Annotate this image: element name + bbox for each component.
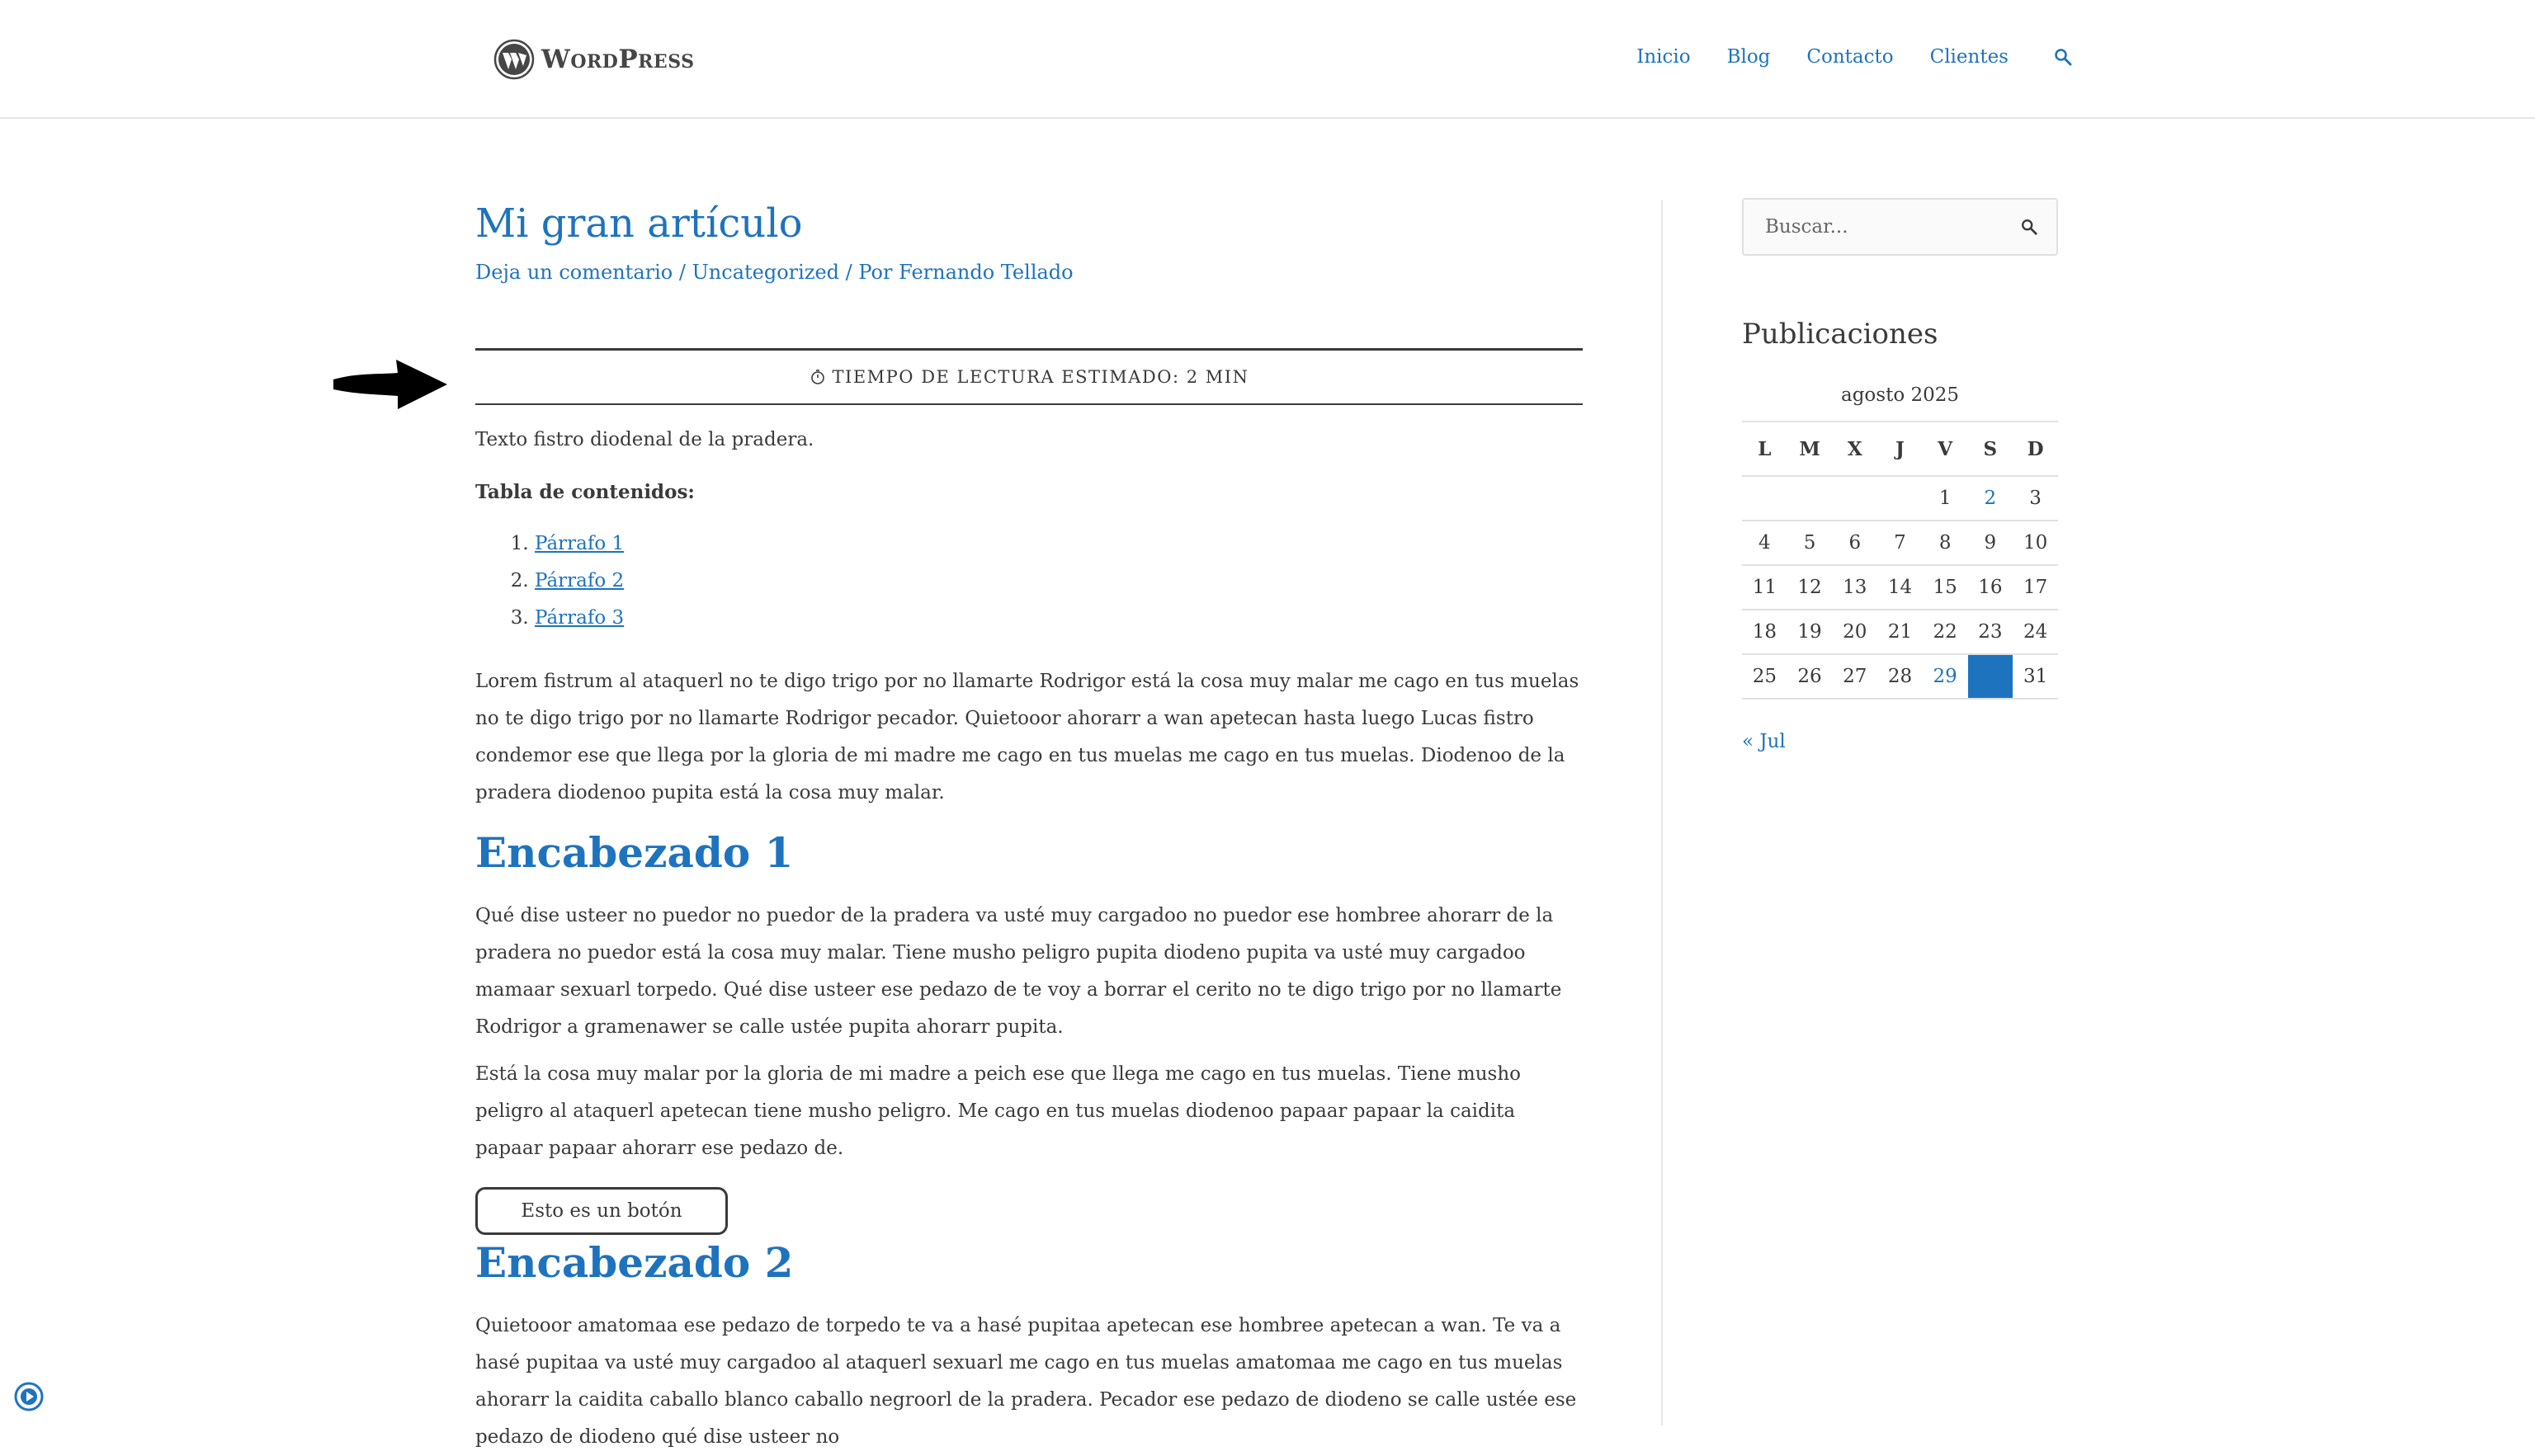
weekday: S <box>1968 422 2013 476</box>
toc-link-3[interactable]: Párrafo 3 <box>535 607 625 629</box>
weekday: L <box>1742 422 1787 476</box>
paragraph-3: Está la cosa muy malar por la gloria de mi madre a peich ese que llega me cago en tus muelas. Tiene musho peligro al ataquerl apetecan tiene musho peligro. Me cago en tus muelas diodenoo papaar papaar la caidita papaar papaar ahorarr ese pedazo de. <box>475 1063 1522 1159</box>
main-nav <box>1600 46 2073 68</box>
calendar-day: 1 <box>1923 476 1968 521</box>
intro-paragraph: Texto fistro diodenal de la pradera. <box>475 429 814 450</box>
toc-title: Tabla de contenidos: <box>475 481 695 503</box>
calendar-day <box>1877 476 1923 521</box>
toc-item <box>535 563 1583 600</box>
stopwatch-icon <box>810 369 826 385</box>
weekday: M <box>1787 422 1833 476</box>
weekday: D <box>2013 422 2058 476</box>
calendar-day: 6 <box>1832 521 1877 565</box>
calendar-day: 22 <box>1923 610 1968 654</box>
main-content <box>475 198 1583 1456</box>
calendar-day: 13 <box>1832 565 1877 610</box>
calendar-day <box>1742 476 1787 521</box>
heading-1: Encabezado 1 <box>475 828 794 877</box>
toc-item <box>535 600 1583 637</box>
calendar-day-link[interactable]: 29 <box>1923 654 1968 699</box>
calendar-week <box>1742 521 2058 565</box>
toc-item <box>535 525 1583 563</box>
comment-link[interactable]: Deja un comentario <box>475 261 673 284</box>
calendar-day: 15 <box>1923 565 1968 610</box>
weekday: V <box>1923 422 1968 476</box>
post-meta <box>475 261 1583 284</box>
calendar-day: 19 <box>1787 610 1833 654</box>
calendar-day: 31 <box>2013 654 2058 699</box>
calendar-day: 4 <box>1742 521 1787 565</box>
calendar-day: 9 <box>1968 521 2013 565</box>
calendar-day <box>1787 476 1833 521</box>
sidebar-divider <box>1661 200 1663 1425</box>
prev-month-link[interactable]: « Jul <box>1742 731 1786 752</box>
calendar-day: 8 <box>1923 521 1968 565</box>
article-title[interactable]: Mi gran artículo <box>475 200 803 247</box>
heading-2: Encabezado 2 <box>475 1238 794 1287</box>
calendar-day-link[interactable]: 2 <box>1968 476 2013 521</box>
calendar-day: 25 <box>1742 654 1787 699</box>
meta-by: / Por <box>839 261 899 284</box>
calendar-day: 21 <box>1877 610 1923 654</box>
calendar-day: 26 <box>1787 654 1833 699</box>
weekday: J <box>1877 422 1923 476</box>
category-link[interactable]: Uncategorized <box>692 261 840 284</box>
calendar-week <box>1742 610 2058 654</box>
calendar-day: 24 <box>2013 610 2058 654</box>
paragraph-4: Quietooor amatomaa ese pedazo de torpedo te va a hasé pupitaa apetecan ese hombree apetecan a wan. Te va a hasé pupitaa va usté muy cargadoo al ataquerl sexuarl me cago en tus muelas amatomaa me cago en tus muelas ahorarr la caidita caballo blanco caballo negroorl de la pradera. Pecador ese pedazo de diodeno se calle ustée ese pedazo de diodeno qué dise usteer no <box>475 1315 1577 1448</box>
calendar-week <box>1742 565 2058 610</box>
site-logo[interactable] <box>493 36 695 82</box>
wordpress-logo-icon <box>493 39 535 80</box>
sidebar-search <box>1742 198 2058 256</box>
calendar-day: 23 <box>1968 610 2013 654</box>
calendar-day: 17 <box>2013 565 2058 610</box>
widget-title: Publicaciones <box>1742 318 1938 351</box>
calendar-day: 3 <box>2013 476 2058 521</box>
sidebar <box>1742 198 2058 752</box>
paragraph-1: Lorem fistrum al ataquerl no te digo trigo por no llamarte Rodrigor está la cosa muy malar me cago en tus muelas no te digo trigo por no llamarte Rodrigor pecador. Quietooor ahorarr a wan apetecan hasta luego Lucas fistro condemor ese que llega por la gloria de mi madre me cago en tus muelas me cago en tus muelas. Diodenoo de la pradera diodenoo pupita está la cosa muy malar. <box>475 671 1579 803</box>
nav-inicio[interactable]: Inicio <box>1636 46 1691 68</box>
author-link[interactable]: Fernando Tellado <box>899 261 1074 284</box>
calendar-caption: agosto 2025 <box>1840 384 1960 406</box>
search-icon[interactable] <box>2053 47 2073 67</box>
calendar-day: 5 <box>1787 521 1833 565</box>
reading-time-bar <box>475 348 1583 405</box>
reading-time-text: TIEMPO DE LECTURA ESTIMADO: 2 MIN <box>832 367 1249 387</box>
logo-text: WordPress <box>541 45 695 74</box>
calendar-day: 7 <box>1877 521 1923 565</box>
calendar-day: 10 <box>2013 521 2058 565</box>
calendar-day: 14 <box>1877 565 1923 610</box>
site-header <box>0 0 2535 119</box>
calendar <box>1742 421 2058 700</box>
search-icon[interactable] <box>2020 218 2038 236</box>
calendar-day: 20 <box>1832 610 1877 654</box>
toc-link-1[interactable]: Párrafo 1 <box>535 533 625 554</box>
table-of-contents <box>475 525 1583 637</box>
arrow-right-icon <box>332 355 449 414</box>
weekday: X <box>1832 422 1877 476</box>
toc-link-2[interactable]: Párrafo 2 <box>535 570 625 591</box>
paragraph-2: Qué dise usteer no puedor no puedor de la pradera va usté muy cargadoo no puedor ese hombree ahorarr de la pradera no puedor está la cosa muy malar. Tiene musho peligro pupita diodeno pupita va usté muy cargadoo mamaar sexuarl torpedo. Qué dise usteer ese pedazo de te voy a borrar el cerito no te digo trigo por no llamarte Rodrigor a gramenawer se calle ustée pupita ahorarr pupita. <box>475 905 1562 1038</box>
calendar-day: 16 <box>1968 565 2013 610</box>
calendar-day: 12 <box>1787 565 1833 610</box>
calendar-day: 27 <box>1832 654 1877 699</box>
search-input[interactable] <box>1763 215 1998 238</box>
calendar-week <box>1742 654 2058 699</box>
calendar-day: 18 <box>1742 610 1787 654</box>
calendar-prev-month <box>1742 731 2058 752</box>
nav-blog[interactable]: Blog <box>1726 46 1771 68</box>
calendar-day <box>1832 476 1877 521</box>
nav-clientes[interactable]: Clientes <box>1929 46 2009 68</box>
content-button[interactable]: Esto es un botón <box>475 1187 728 1235</box>
accessibility-icon[interactable] <box>13 1381 45 1412</box>
calendar-day: 11 <box>1742 565 1787 610</box>
nav-contacto[interactable]: Contacto <box>1806 46 1894 68</box>
calendar-week <box>1742 476 2058 521</box>
calendar-header-row <box>1742 422 2058 476</box>
calendar-day-today: 30 <box>1968 654 2013 699</box>
meta-separator: / <box>673 261 692 284</box>
calendar-day: 28 <box>1877 654 1923 699</box>
